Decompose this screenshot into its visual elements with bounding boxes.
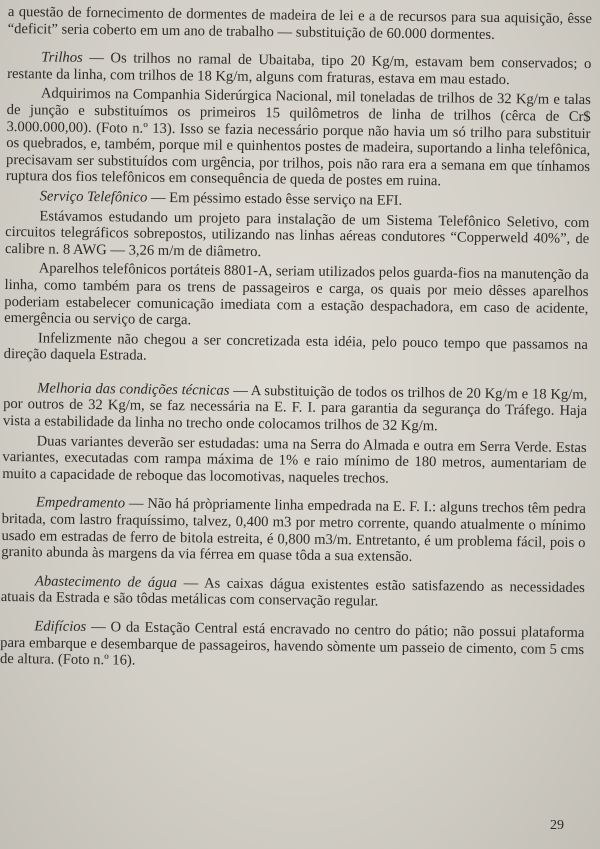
paragraph-infelizmente: Infelizmente não chegou a ser concretizada esta idéia, pelo pouco tempo que passamos na direção daquela Estrada.	[3, 330, 588, 365]
paragraph-empedramento	[1, 494, 586, 568]
body-text	[0, 4, 592, 678]
paragraph-edificios-body: — O da Estação Central está encravado no centro do pátio; não possui plataforma para embarque e desembarque de passageiros, havendo sòmente um passeio de cimento, com 5 cms de altura. (Foto n.º 16).	[0, 619, 585, 669]
section-heading-edificios: Edifícios	[34, 618, 87, 636]
section-heading-servico-telefonico: Serviço Telefônico	[39, 188, 148, 206]
paragraph-edificios	[0, 618, 584, 675]
paragraph-abastecimento	[1, 573, 585, 613]
section-heading-trilhos: Trilhos	[41, 49, 83, 67]
paragraph-adquirimos: Adquirimos na Companhia Siderúrgica Nacional, mil toneladas de trilhos de 32 Kg/m e talas de junção e substituímos os primeiros 15 quilômetros de linha de trilhos (cêrca de Cr$ 3.000.000,00). (Foto n.º 13). Isso se fazia necessário porque não havia um só trilho para substituir os quebrados, e, também, porque mil e quinhentos postes de madeira, suportando a linha telefônica, precisavam ser substituídos com urgência, por trilhos, pois não rara era a semana em que tínhamos ruptura dos fios telefônicos em consequência de queda de postes em ruina.	[5, 85, 591, 190]
paragraph-empedramento-body: — Não há pròpriamente linha empedrada na E. F. I.: alguns trechos têm pedra britada, com lastro fraquíssimo, talvez, 0,400 m3 por metro corrente, quando atualmente o mínimo usado em estradas de ferro de bitola estreita, é 0,800 m3/m. Entretanto, é um problema fácil, pois o granito abunda às margens da via férrea em quase tôda a sua extensão.	[1, 495, 586, 566]
paragraph-abastecimento-body: — As caixas dágua existentes estão satisfazendo as necessidades atuais da Estrada e são tôdas metálicas com conservação regular.	[0, 574, 586, 610]
paragraph-trilhos-body: — Os trilhos no ramal de Ubaitaba, tipo 20 Kg/m, estavam bem conservados; o restante da linha, com trilhos de 18 Kg/m, alguns com fraturas, estava em mau estado.	[7, 50, 592, 88]
paragraph-melhoria-body: — A substituição de todos os trilhos de 20 Kg/m e 18 Kg/m, por outros de 32 Kg/m, se faz necessária na E. F. I. para garantia da segurança do Tráfego. Haja vista a estabilidade da linha no trecho onde colocamos trilhos de 32 Kg/m.	[2, 382, 588, 435]
section-heading-abastecimento: Abastecimento de água	[34, 573, 178, 591]
page-number: 29	[550, 818, 564, 833]
paragraph-servico-body: — Em péssimo estado êsse serviço na EFI.	[147, 189, 403, 209]
paragraph-sistema-telefonico: Estávamos estudando um projeto para instalação de um Sistema Telefônico Seletivo, com circuitos telegráficos sobrepostos, utilizando nas linhas aéreas condutores “Copperweld 40%”, de calibre n. 8 AWG — 3,26 m/m de diâmetro.	[4, 207, 590, 260]
paragraph-dormentes: a questão de fornecimento de dormentes de madeira de lei e a de recursos para sua aquisição, êsse “deficit” seria coberto em um ano de trabalho — substituição de 60.000 dormentes.	[7, 4, 592, 43]
paragraph-melhoria	[3, 380, 588, 437]
section-heading-empedramento: Empedramento	[35, 494, 126, 512]
paragraph-aparelhos: Aparelhos telefônicos portáteis 8801-A, seriam utilizados pelos guarda-fios na manutenção da linha, como também para os trens de passageiros e carga, os quais por meio dêsses aparelhos poderiam estabelecer comunicação imediata com a estação despachadora, em caso de acidente, emergência ou serviço de carga.	[4, 260, 589, 329]
paragraph-trilhos	[7, 49, 591, 89]
section-heading-melhoria: Melhoria das condições técnicas	[37, 380, 230, 399]
paragraph-variantes: Duas variantes deverão ser estudadas: uma na Serra do Almada e outra em Serra Verde. Estas variantes, executadas com rampa máxima de 1% e raio mínimo de 180 metros, aumentariam de muito a capacidade de reboque das locomotivas, naqueles trechos.	[2, 433, 587, 487]
